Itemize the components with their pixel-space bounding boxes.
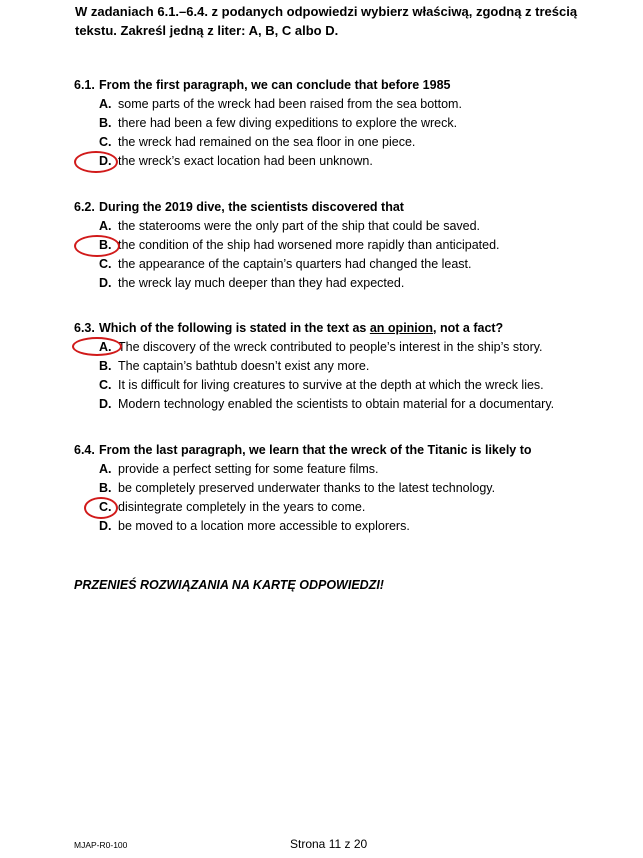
- option-c[interactable]: [74, 133, 614, 152]
- option-letter: C.: [99, 378, 112, 392]
- option-letter: A.: [99, 97, 112, 111]
- option-text: the staterooms were the only part of the ship that could be saved.: [118, 219, 481, 233]
- task-question: [74, 319, 614, 338]
- option-letter: A.: [99, 462, 112, 476]
- option-d[interactable]: [74, 517, 614, 536]
- option-letter: B.: [99, 359, 112, 373]
- question-text: Which of the following is stated in the text as: [99, 321, 370, 335]
- task-question: [74, 76, 614, 95]
- option-text: Modern technology enabled the scientists to obtain material for a documentary.: [118, 397, 555, 411]
- task-number: 6.4.: [74, 443, 95, 457]
- task-question: [74, 441, 614, 460]
- option-letter: D.: [99, 397, 112, 411]
- question-text: During the 2019 dive, the scientists discovered that: [99, 200, 404, 214]
- question-text-end: , not a fact?: [433, 321, 504, 335]
- option-letter: A.: [99, 340, 112, 354]
- task-number: 6.1.: [74, 78, 95, 92]
- option-b[interactable]: [74, 236, 614, 255]
- option-a[interactable]: [74, 217, 614, 236]
- page-number: Strona 11 z 20: [290, 837, 368, 851]
- option-c[interactable]: [74, 498, 614, 517]
- task-question: [74, 198, 614, 217]
- instructions-line-1: W zadaniach 6.1.–6.4. z podanych odpowiedzi wybierz właściwą, zgodną z treścią: [75, 4, 578, 19]
- task-6-4: [74, 441, 614, 536]
- option-d[interactable]: [74, 274, 614, 293]
- option-text: provide a perfect setting for some feature films.: [118, 462, 379, 476]
- option-a[interactable]: [74, 460, 614, 479]
- instructions: [75, 2, 578, 40]
- option-letter: A.: [99, 219, 112, 233]
- option-text: The discovery of the wreck contributed to people’s interest in the ship’s story.: [118, 340, 543, 354]
- option-b[interactable]: [74, 479, 614, 498]
- option-text: the condition of the ship had worsened more rapidly than anticipated.: [118, 238, 500, 252]
- option-letter: B.: [99, 481, 112, 495]
- option-text: The captain’s bathtub doesn’t exist any more.: [118, 359, 370, 373]
- option-d[interactable]: [74, 152, 614, 171]
- option-d[interactable]: [74, 395, 614, 414]
- option-text: there had been a few diving expeditions to explore the wreck.: [118, 116, 458, 130]
- question-text: From the first paragraph, we can conclude that before 1985: [99, 78, 451, 92]
- option-c[interactable]: [74, 255, 614, 274]
- option-text: the wreck’s exact location had been unknown.: [118, 154, 373, 168]
- task-number: 6.3.: [74, 321, 95, 335]
- option-text: some parts of the wreck had been raised from the sea bottom.: [118, 97, 462, 111]
- option-letter: C.: [99, 500, 112, 514]
- question-text: From the last paragraph, we learn that the wreck of the Titanic is likely to: [99, 443, 532, 457]
- option-letter: B.: [99, 116, 112, 130]
- task-6-1: [74, 76, 614, 171]
- option-text: disintegrate completely in the years to come.: [118, 500, 366, 514]
- option-letter: D.: [99, 154, 112, 168]
- question-emphasis: an opinion: [369, 321, 434, 335]
- option-letter: D.: [99, 276, 112, 290]
- task-number: 6.2.: [74, 200, 95, 214]
- option-c[interactable]: [74, 376, 614, 395]
- option-b[interactable]: [74, 357, 614, 376]
- task-6-2: [74, 198, 614, 293]
- instructions-line-2: tekstu. Zakreśl jedną z liter: A, B, C albo D.: [75, 23, 339, 38]
- option-a[interactable]: [74, 95, 614, 114]
- option-a[interactable]: [74, 338, 614, 357]
- option-letter: B.: [99, 238, 112, 252]
- option-text: It is difficult for living creatures to survive at the depth at which the wreck lies.: [118, 378, 544, 392]
- option-text: be moved to a location more accessible to explorers.: [118, 519, 410, 533]
- option-letter: C.: [99, 257, 112, 271]
- option-text: the appearance of the captain’s quarters had changed the least.: [118, 257, 472, 271]
- option-letter: C.: [99, 135, 112, 149]
- task-6-3: [74, 319, 614, 414]
- option-text: the wreck had remained on the sea floor in one piece.: [118, 135, 416, 149]
- option-text: be completely preserved underwater thanks to the latest technology.: [118, 481, 496, 495]
- exam-code: MJAP-R0-100: [74, 840, 128, 850]
- option-letter: D.: [99, 519, 112, 533]
- option-b[interactable]: [74, 114, 614, 133]
- option-text: the wreck lay much deeper than they had expected.: [118, 276, 405, 290]
- transfer-answers-note: PRZENIEŚ ROZWIĄZANIA NA KARTĘ ODPOWIEDZI!: [74, 578, 384, 592]
